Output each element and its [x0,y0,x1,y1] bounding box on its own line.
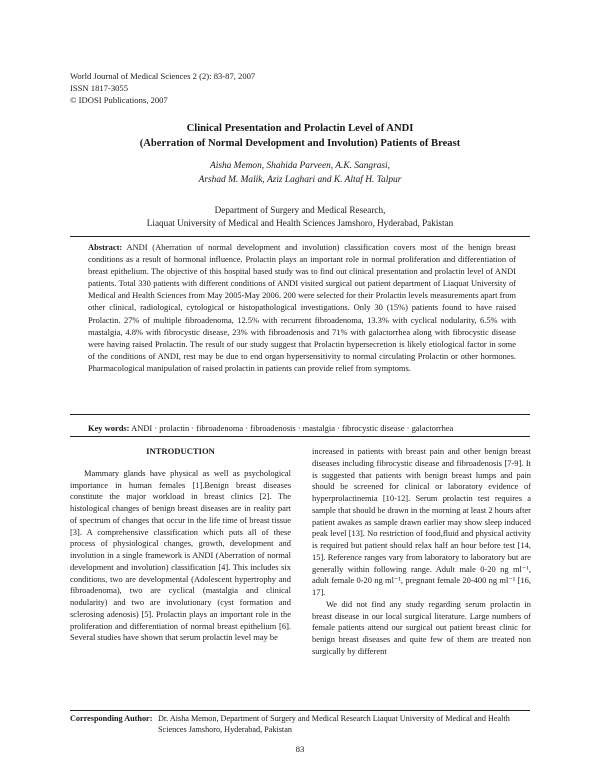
corresponding-label: Corresponding Author: [70,714,153,723]
corresponding-author [70,713,532,736]
affiliation-line-2: Liaquat University of Medical and Health Sciences Jamshoro, Hyderabad, Pakistan [146,218,454,228]
journal-copyright: © IDOSI Publications, 2007 [70,95,168,106]
affiliation [60,204,540,230]
authors [60,160,540,187]
abstract [88,241,516,374]
abstract-text: ANDI (Aberration of normal development and involution) classification covers most of the benign breast conditions as a result of hormonal influence. Prolactin plays an important role in normal proliferation and differentiation of breast epithelium. The objective of this hospital based study was to find out clinical presentation and prolactin level of ANDI patients. Total 330 patients with different conditions of ANDI visited surgical out patient department of Liaquat University of Medical and Health Sciences from May 2005-May 2006. 200 were selected for their Prolactin levels measurements apart from other clinical, radiological, cytological or histopathological investigations. Only 30 (15%) patients found to have raised Prolactin. 27% of multiple fibroadenoma, 12.5% with recurrent fibroadenoma, 13.3% with cyclical nodularity, 6.5% with mastalgia, 4.8% with fibrocystic disease, 23% with fibroadenosis and 71% with galactorrhea along with fibrocystic disease were having raised Prolactin. The result of our study suggest that Prolactin hypersecretion is likely etiological factor in some of the conditions of ANDI, rest may be due to end organ hypersensitivity to normal circulating Prolactin or other hormones. Pharmacological manipulation of raised prolactin in patients can provide relief from symptoms. [88,242,516,373]
title-line-1: Clinical Presentation and Prolactin Level of ANDI [186,123,414,134]
keywords [88,422,528,434]
intro-paragraph-2: increased in patients with breast pain and other benign breast diseases including fibrocystic disease and fibroadenosis [7-9]. It is suggested that patients with benign breast lumps and pain should be screened for clinical or laboratory evidence of hyperprolactinemia [10-12]. Serum prolactin test requires a sample that should be drawn in the morning at least 2 hours after patient awakes as sample drawn earlier may show sleep induced peak level [13]. No restriction of food,fluid and physical activity is required but patient should relax half an hour before test [14, 15]. Reference ranges vary from laboratory to laboratory but are generally within following range. Adult male 0-20 ng ml⁻¹, adult female 0-20 ng ml⁻¹, pregnant female 20-400 ng ml⁻¹ [16, 17]. [312,446,531,597]
authors-line-2: Arshad M. Malik, Aziz Laghari and K. Altaf H. Talpur [198,174,402,185]
paper-title [60,122,540,151]
keywords-label: Key words: [88,423,130,433]
journal-citation: World Journal of Medical Sciences 2 (2): 83-87, 2007 [70,71,256,81]
footnote-rule [70,710,530,711]
journal-issn: ISSN 1817-3055 [70,83,129,94]
abstract-top-rule [70,236,530,237]
abstract-bottom-rule [70,414,530,415]
section-heading-introduction: INTRODUCTION [146,446,215,456]
affiliation-line-1: Department of Surgery and Medical Research, [214,205,386,215]
left-column [70,446,291,644]
right-column [312,446,531,658]
page-number: 83 [295,744,305,754]
keywords-text: ANDI · prolactin · fibroadenoma · fibroadenosis · mastalgia · fibrocystic disease · galactorrhea [131,423,454,433]
journal-meta [70,70,255,107]
intro-paragraph-3: We did not find any study regarding serum prolactin in breast disease in our local surgical literature. Large numbers of female patients attend our surgical out patient breast clinic for benign breast diseases and quite few of them are treated non surgically by different [312,598,531,656]
intro-paragraph-1: Mammary glands have physical as well as psychological importance in human females [1].Benign breast diseases constitute the major workload in breast clinics [2]. The histological changes of benign breast diseases are in reality part of spectrum of changes that occur in the life time of breast tissue [3]. A comprehensive classification which puts all of these process of physiological changes, growth, development and involution in a single framework is ANDI (Aberration of normal development and involution) classification [4]. This includes six conditions, two are developmental (Adolescent hypertrophy and fibroadenoma), two are cyclical (mastalgia and clinical nodularity) and two are involutionary (cyst formation and sclerosing adenosis) [5]. Prolactin plays an important role in the proliferation and differentiation of normal breast epithelium [6]. Several studies have shown that serum prolactin level may be [70,467,291,643]
keywords-bottom-rule [70,436,530,437]
abstract-label: Abstract: [88,242,123,252]
corresponding-text: Dr. Aisha Memon, Department of Surgery and Medical Research Liaquat University of Medical and Health Sciences Jamshoro, Hyderabad, Pakistan [158,714,510,735]
title-line-2: (Aberration of Normal Development and Involution) Patients of Breast [139,137,461,149]
authors-line-1: Aisha Memon, Shahida Parveen, A.K. Sangrasi, [209,161,391,171]
